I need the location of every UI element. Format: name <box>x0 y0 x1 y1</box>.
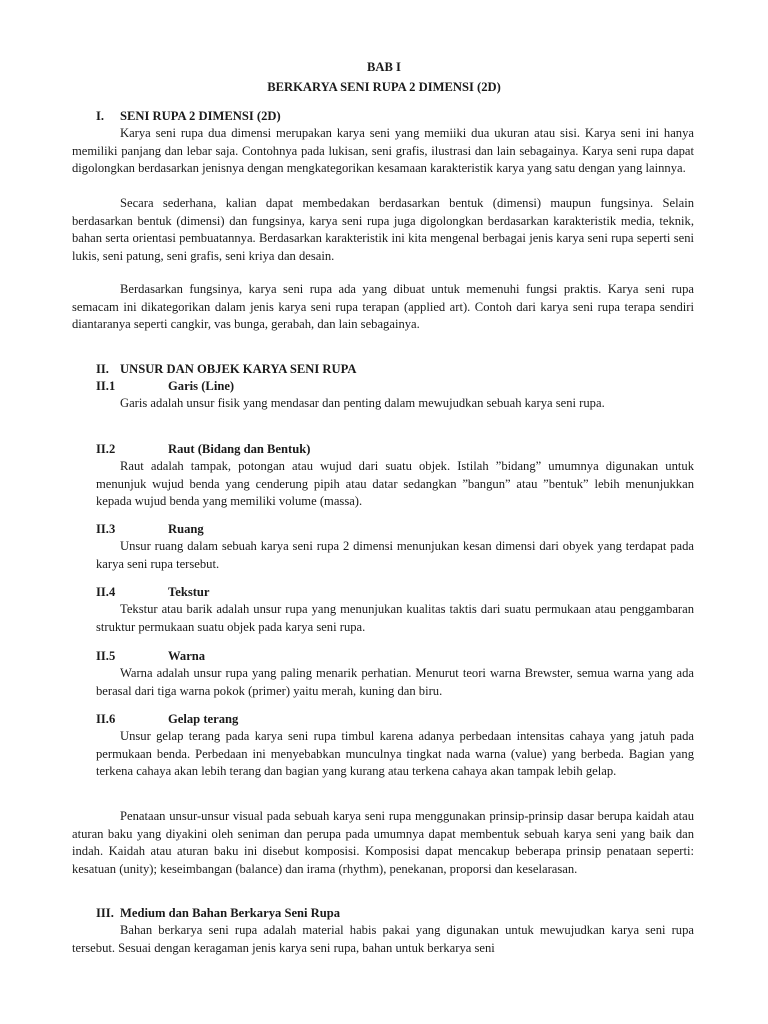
subsection-number: II.1 <box>96 379 116 393</box>
subsection-heading <box>96 648 696 666</box>
subsection-title: Garis (Line) <box>168 379 235 393</box>
subsection-text: Raut adalah tampak, potongan atau wujud dari suatu objek. Istilah ”bidang” umumnya digunakan untuk menunjuk wujud benda yang cenderung pipih atau datar sedangkan ”bangun” atau ”bentuk” lebih menunjukkan kepada wujud benda yang memiliki volume (massa). <box>96 459 694 509</box>
subsection-number: II.6 <box>96 712 116 726</box>
paragraph-materials: Bahan berkarya seni rupa adalah material habis pakai yang digunakan untuk mewujudkan karya seni rupa tersebut. Sesuai dengan keragaman jenis karya seni rupa, bahan untuk berkarya seni <box>72 923 694 955</box>
subsection-text: Tekstur atau barik adalah unsur rupa yang menunjukan kualitas taktis dari suatu permukaan atau penggambaran struktur permukaan suatu objek pada karya seni rupa. <box>96 602 694 634</box>
subsection-title: Warna <box>168 649 206 663</box>
subsection-heading <box>96 521 696 539</box>
section-title: SENI RUPA 2 DIMENSI (2D) <box>120 109 281 123</box>
subsection-number: II.3 <box>96 522 116 536</box>
subsection-text: Unsur gelap terang pada karya seni rupa timbul karena adanya perbedaan intensitas cahaya yang jatuh pada permukaan benda. Perbedaan ini menyebabkan munculnya tingkat nada warna (value) yang berbeda. Bagian yang terkena cahaya akan lebih terang dan bagian yang kurang atau terkena cahaya akan tampak lebih gelap. <box>96 729 694 779</box>
section-heading-2 <box>96 361 696 379</box>
section-number: I. <box>96 109 105 123</box>
subsection-heading <box>96 378 696 396</box>
subsection-heading <box>96 711 696 729</box>
paragraph-function: Berdasarkan fungsinya, karya seni rupa ada yang dibuat untuk memenuhi fungsi praktis. Karya seni rupa semacam ini dikategorikan dalam jenis karya seni rupa terapan (applied art). Contoh dari karya seni rupa terapa sendiri diantaranya seperti cangkir, vas bunga, gerabah, dan lain sebagainya. <box>72 282 694 332</box>
subsection-heading <box>96 441 696 459</box>
subsection-number: II.4 <box>96 585 116 599</box>
subsection-title: Raut (Bidang dan Bentuk) <box>168 442 311 456</box>
paragraph-classification: Secara sederhana, kalian dapat membedakan berdasarkan bentuk (dimensi) maupun fungsinya. Selain berdasarkan bentuk (dimensi) dan fungsinya, karya seni rupa juga digolongkan berdasarkan karakteristik media, teknik, bahan serta orientasi pembuatannya. Berdasarkan karakteristik ini kita mengenal berbagai jenis karya seni rupa seperti seni lukis, seni patung, seni grafis, seni kriya dan desain. <box>72 196 694 263</box>
subsection-heading <box>96 584 696 602</box>
subsection-title: Gelap terang <box>168 712 239 726</box>
section-heading-3 <box>96 905 696 923</box>
section-title: UNSUR DAN OBJEK KARYA SENI RUPA <box>120 362 357 376</box>
paragraph-2d-definition: Karya seni rupa dua dimensi merupakan karya seni yang memiiki dua ukuran atau sisi. Karya seni ini hanya memiliki panjang dan lebar saja. Contohnya pada lukisan, seni grafis, ilustrasi dan lain sebagainya. Karya seni rupa dapat digolongkan berdasarkan jenisnya dengan mengkategorikan kesamaan karakteristik karya yang satu dengan yang lainnya. <box>72 126 694 176</box>
section-title: Medium dan Bahan Berkarya Seni Rupa <box>120 906 341 920</box>
subsection-title: Ruang <box>168 522 204 536</box>
subsection-title: Tekstur <box>168 585 210 599</box>
subsection-text: Unsur ruang dalam sebuah karya seni rupa 2 dimensi menunjukan kesan dimensi dari obyek yang terdapat pada karya seni rupa tersebut. <box>96 539 694 571</box>
chapter-title: BERKARYA SENI RUPA 2 DIMENSI (2D) <box>267 80 501 94</box>
section-heading-1 <box>96 108 696 126</box>
section-number: III. <box>96 906 114 920</box>
subsection-text: Garis adalah unsur fisik yang mendasar dan penting dalam mewujudkan sebuah karya seni rupa. <box>120 396 605 410</box>
subsection-number: II.5 <box>96 649 116 663</box>
subsection-number: II.2 <box>96 442 116 456</box>
chapter-label: BAB I <box>367 60 401 74</box>
subsection-text: Warna adalah unsur rupa yang paling menarik perhatian. Menurut teori warna Brewster, semua warna yang ada berasal dari tiga warna pokok (primer) yaitu merah, kuning dan biru. <box>96 666 694 698</box>
section-number: II. <box>96 362 109 376</box>
paragraph-composition: Penataan unsur-unsur visual pada sebuah karya seni rupa menggunakan prinsip-prinsip dasar berupa kaidah atau aturan baku yang diyakini oleh seniman dan perupa pada umumnya dapat membentuk sebuah karya seni yang baik dan indah. Kaidah atau aturan baku ini disebut komposisi. Komposisi dapat mencakup beberapa prinsip penataan seperti: kesatuan (unity); keseimbangan (balance) dan irama (rhythm), penekanan, proporsi dan keselarasan. <box>72 809 694 876</box>
